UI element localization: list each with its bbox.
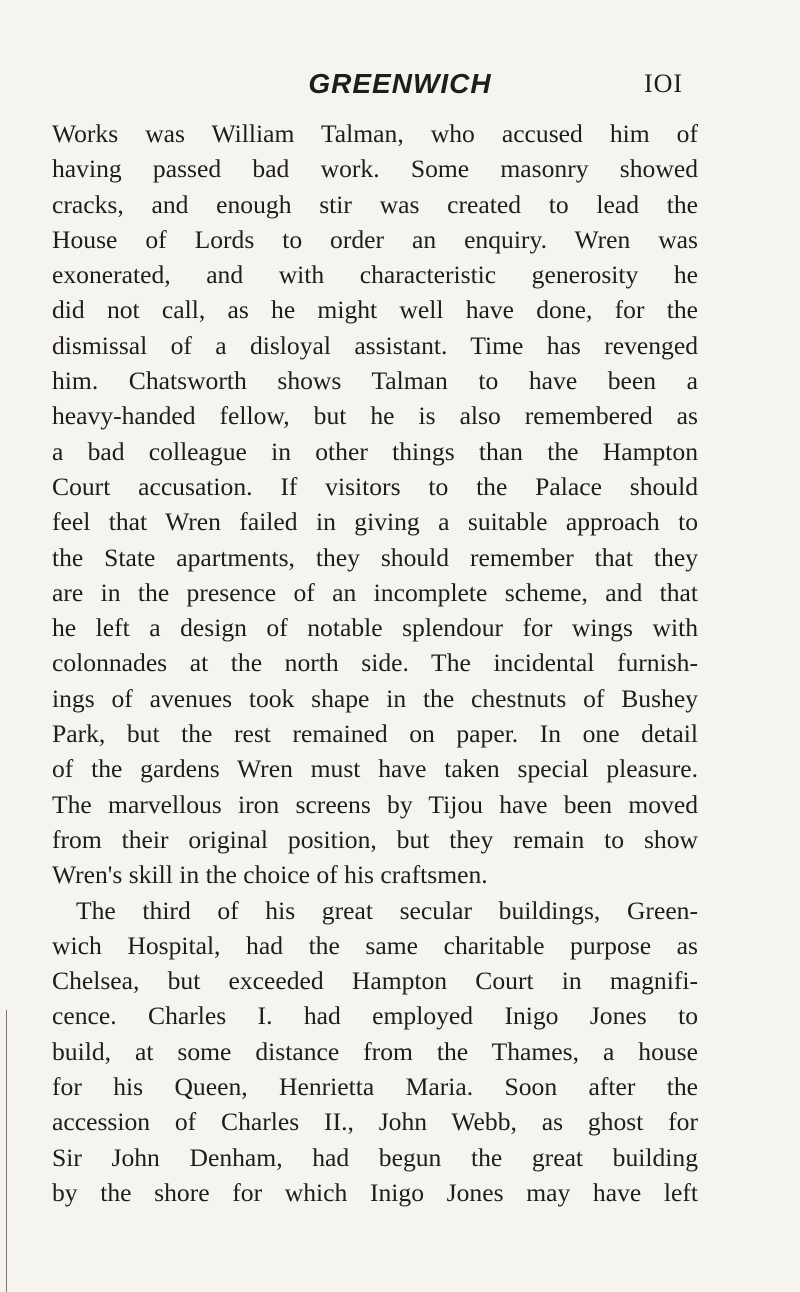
text-line: Sir John Denham, had begun the great building [52, 1142, 698, 1172]
text-line: he left a design of notable splendour for wings with [52, 613, 698, 643]
text-line: by the shore for which Inigo Jones may have left [52, 1177, 698, 1207]
text-line: dismissal of a disloyal assistant. Time has revenged [52, 330, 698, 360]
paragraph-last-line: Wren's skill in the choice of his craftsmen. [52, 860, 488, 890]
text-line: for his Queen, Henrietta Maria. Soon after the [52, 1072, 698, 1102]
text-line: Works was William Talman, who accused him of [52, 119, 698, 148]
text-line: having passed bad work. Some masonry showed [52, 154, 698, 184]
text-line: heavy-handed fellow, but he is also remembered as [52, 401, 698, 431]
running-head [0, 64, 800, 104]
running-title: GREENWICH [308, 68, 492, 99]
text-line: The marvellous iron screens by Tijou have been moved [52, 789, 698, 819]
text-line: build, at some distance from the Thames, a house [52, 1036, 698, 1066]
paragraph-first-line: The third of his great secular buildings, Green- [76, 895, 698, 925]
body-text [52, 116, 698, 1210]
text-line: did not call, as he might well have done, for the [52, 295, 698, 325]
text-line: cracks, and enough stir was created to lead the [52, 189, 698, 219]
text-line: Court accusation. If visitors to the Palace should [52, 471, 698, 501]
text-line: wich Hospital, had the same charitable purpose as [52, 930, 698, 960]
text-line: him. Chatsworth shows Talman to have been a [52, 366, 698, 396]
page-number: IOI [644, 69, 684, 98]
text-line: the State apartments, they should remember that they [52, 542, 698, 572]
text-line: Chelsea, but exceeded Hampton Court in magnifi- [52, 966, 698, 996]
text-line: House of Lords to order an enquiry. Wren was [52, 224, 698, 254]
text-line: colonnades at the north side. The incidental furnish- [52, 648, 698, 678]
text-line: accession of Charles II., John Webb, as ghost for [52, 1107, 698, 1137]
text-line: exonerated, and with characteristic generosity he [52, 260, 698, 290]
text-line: Park, but the rest remained on paper. In one detail [52, 719, 698, 749]
text-line: feel that Wren failed in giving a suitable approach to [52, 507, 698, 537]
text-line: are in the presence of an incomplete scheme, and that [52, 577, 698, 607]
text-line: ings of avenues took shape in the chestnuts of Bushey [52, 683, 698, 713]
text-line: a bad colleague in other things than the Hampton [52, 436, 698, 466]
text-line: from their original position, but they remain to show [52, 824, 698, 854]
margin-rule [6, 1010, 7, 1292]
text-line: cence. Charles I. had employed Inigo Jones to [52, 1001, 698, 1031]
text-line: of the gardens Wren must have taken special pleasure. [52, 754, 698, 784]
